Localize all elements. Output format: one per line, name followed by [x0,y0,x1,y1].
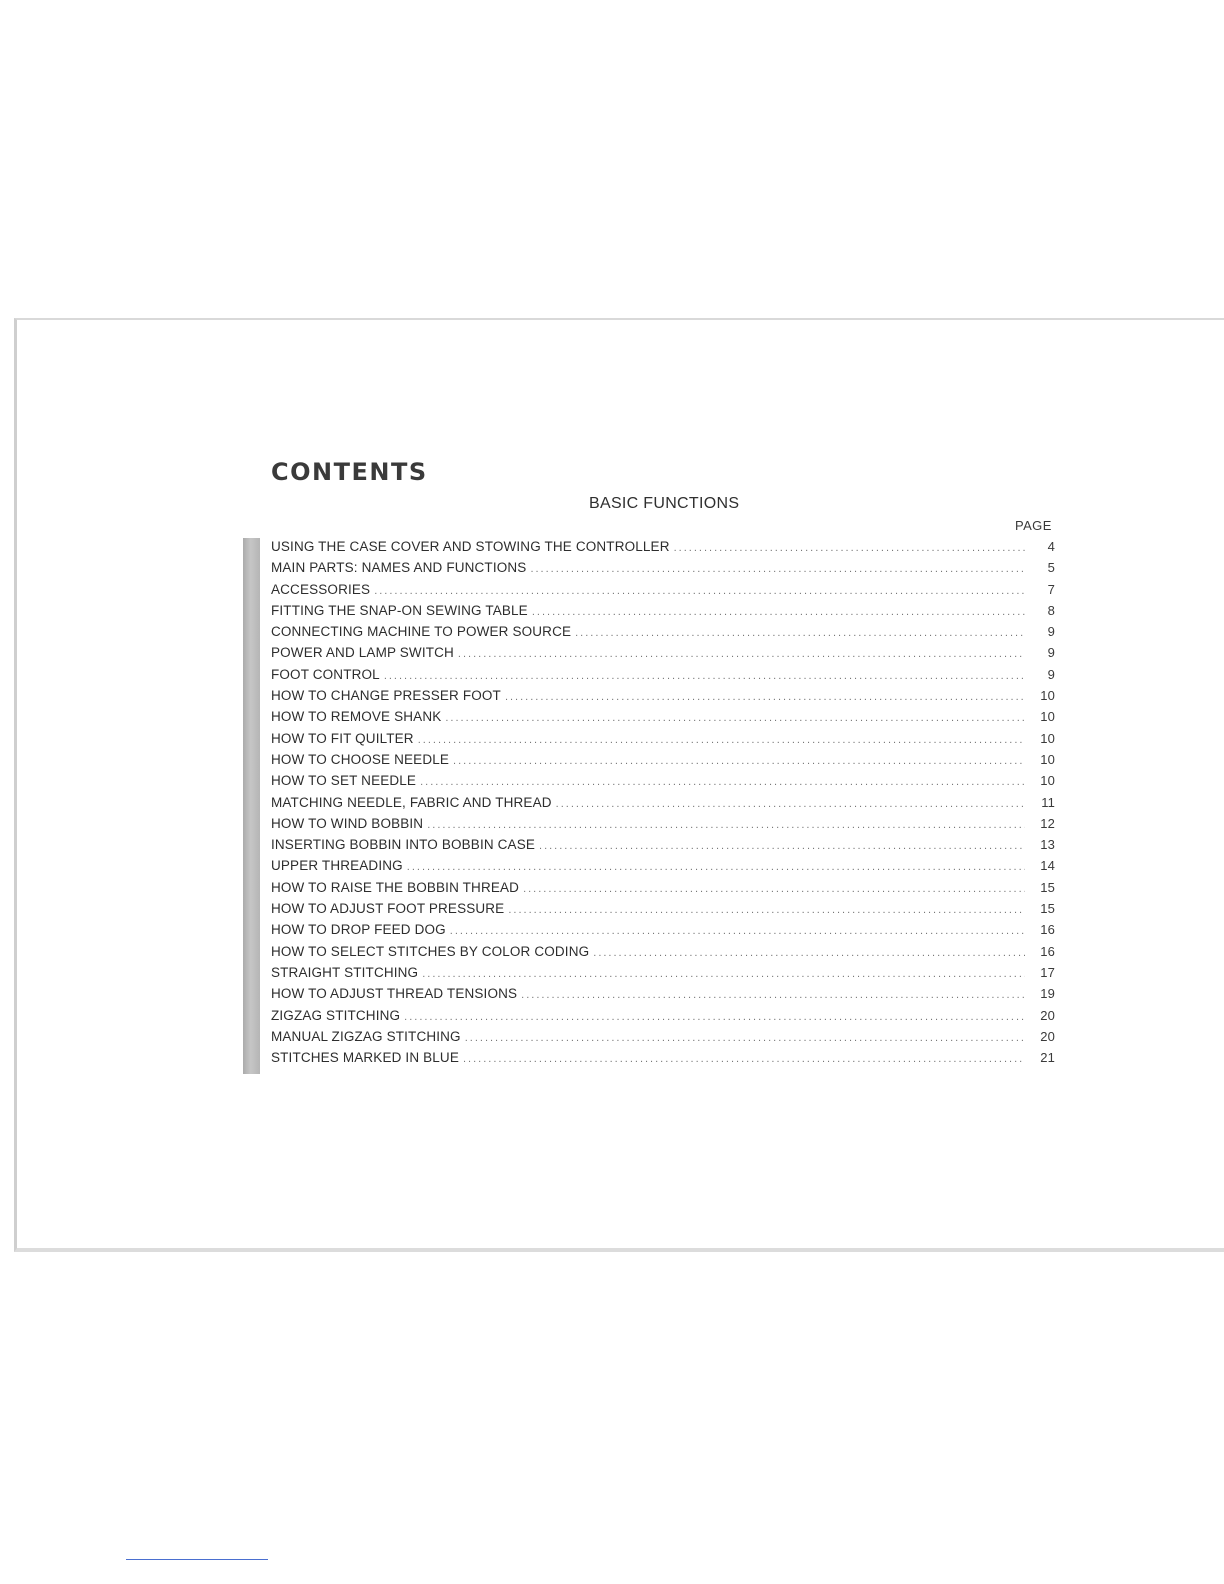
toc-entry [271,539,1055,560]
dot-leader [523,883,1025,895]
toc-entry [271,688,1055,709]
toc-entry [271,816,1055,837]
toc-entry-page: 9 [1047,645,1055,661]
toc-entry [271,858,1055,879]
toc-entry-title: HOW TO SET NEEDLE [271,773,417,789]
dot-leader [539,840,1025,852]
toc-entry-page: 5 [1047,560,1055,576]
dot-leader [384,670,1025,682]
toc-entry [271,922,1055,943]
toc-entry-page: 4 [1047,539,1055,554]
toc-entry-page: 15 [1040,901,1055,917]
toc-entry [271,837,1055,858]
dot-leader [674,542,1025,554]
dot-leader [458,648,1025,660]
toc-entry [271,624,1055,645]
toc-entry-page: 16 [1040,943,1055,959]
toc-entry-title: POWER AND LAMP SWITCH [271,645,454,661]
dot-leader [593,947,1025,959]
toc-entry [271,986,1055,1007]
toc-entry [271,1008,1055,1029]
toc-entry-title: USING THE CASE COVER AND STOWING THE CONTROLLER [271,539,670,554]
toc-entry-title: FOOT CONTROL [271,666,380,682]
dot-leader [404,1011,1025,1023]
toc-entry-title: ACCESSORIES [271,581,371,597]
toc-entry [271,1050,1055,1071]
toc-entry [271,795,1055,816]
toc-entry-page: 15 [1040,879,1055,895]
toc-entry [271,603,1055,624]
toc-entry-title: HOW TO CHOOSE NEEDLE [271,751,450,767]
toc-entry-page: 20 [1040,1007,1055,1023]
toc-entry-page: 8 [1047,602,1055,618]
toc-entry [271,901,1055,922]
toc-entry-title: HOW TO ADJUST FOOT PRESSURE [271,901,505,917]
toc-entry-title: INSERTING BOBBIN INTO BOBBIN CASE [271,837,536,853]
toc-entry-page: 10 [1040,773,1055,789]
toc-entry-page: 10 [1040,730,1055,746]
toc-entry [271,1029,1055,1050]
toc-entry-page: 14 [1040,858,1055,874]
toc-entry [271,709,1055,730]
dot-leader [556,798,1025,810]
toc-entry-page: 10 [1040,688,1055,704]
dot-leader [532,606,1025,618]
toc-entry-page: 10 [1040,751,1055,767]
page-column-label: PAGE [1015,518,1052,533]
toc-entry-page: 9 [1047,666,1055,682]
page-title: CONTENTS [271,458,428,486]
toc-entry [271,752,1055,773]
toc-entry-page: 9 [1047,624,1055,640]
dot-leader [530,563,1025,575]
section-color-bar [243,538,260,1074]
toc-entry-title: STRAIGHT STITCHING [271,964,419,980]
toc-entry [271,667,1055,688]
table-of-contents [271,539,1055,1071]
dot-leader [463,1053,1025,1065]
toc-entry-title: UPPER THREADING [271,858,403,874]
toc-entry-title: HOW TO CHANGE PRESSER FOOT [271,688,501,704]
dot-leader [445,712,1025,724]
toc-entry-title: HOW TO ADJUST THREAD TENSIONS [271,986,518,1002]
dot-leader [575,627,1025,639]
toc-entry [271,731,1055,752]
dot-leader [521,989,1025,1001]
toc-entry-title: HOW TO WIND BOBBIN [271,815,424,831]
dot-leader [422,968,1025,980]
divider-line [126,1559,268,1560]
toc-entry-title: CONNECTING MACHINE TO POWER SOURCE [271,624,572,640]
toc-entry-page: 7 [1047,581,1055,597]
toc-entry [271,965,1055,986]
toc-entry-title: HOW TO REMOVE SHANK [271,709,442,725]
toc-entry [271,944,1055,965]
section-heading: BASIC FUNCTIONS [589,495,740,512]
toc-entry-page: 20 [1040,1028,1055,1044]
dot-leader [420,776,1025,788]
dot-leader [418,734,1025,746]
toc-entry-title: STITCHES MARKED IN BLUE [271,1050,459,1066]
toc-entry-title: HOW TO FIT QUILTER [271,730,414,746]
dot-leader [427,819,1025,831]
toc-entry-title: HOW TO DROP FEED DOG [271,922,446,938]
toc-entry-page: 12 [1040,815,1055,831]
toc-entry-title: HOW TO SELECT STITCHES BY COLOR CODING [271,943,590,959]
dot-leader [505,691,1025,703]
toc-entry-title: HOW TO RAISE THE BOBBIN THREAD [271,879,520,895]
toc-entry-title: MANUAL ZIGZAG STITCHING [271,1028,461,1044]
toc-entry-title: FITTING THE SNAP-ON SEWING TABLE [271,602,528,618]
toc-entry-page: 13 [1040,837,1055,853]
dot-leader [374,585,1025,597]
toc-entry [271,645,1055,666]
toc-entry-page: 21 [1040,1050,1055,1066]
toc-entry [271,773,1055,794]
toc-entry-title: ZIGZAG STITCHING [271,1007,401,1023]
toc-entry-page: 11 [1041,794,1055,810]
dot-leader [465,1032,1025,1044]
toc-entry-page: 19 [1040,986,1055,1002]
toc-entry-title: MATCHING NEEDLE, FABRIC AND THREAD [271,794,552,810]
toc-entry [271,880,1055,901]
toc-entry-title: MAIN PARTS: NAMES AND FUNCTIONS [271,560,527,576]
dot-leader [450,925,1025,937]
dot-leader [508,904,1025,916]
dot-leader [407,861,1025,873]
dot-leader [453,755,1025,767]
toc-entry-page: 16 [1040,922,1055,938]
toc-entry-page: 10 [1040,709,1055,725]
toc-entry [271,582,1055,603]
toc-entry-page: 17 [1040,964,1055,980]
toc-entry [271,560,1055,581]
